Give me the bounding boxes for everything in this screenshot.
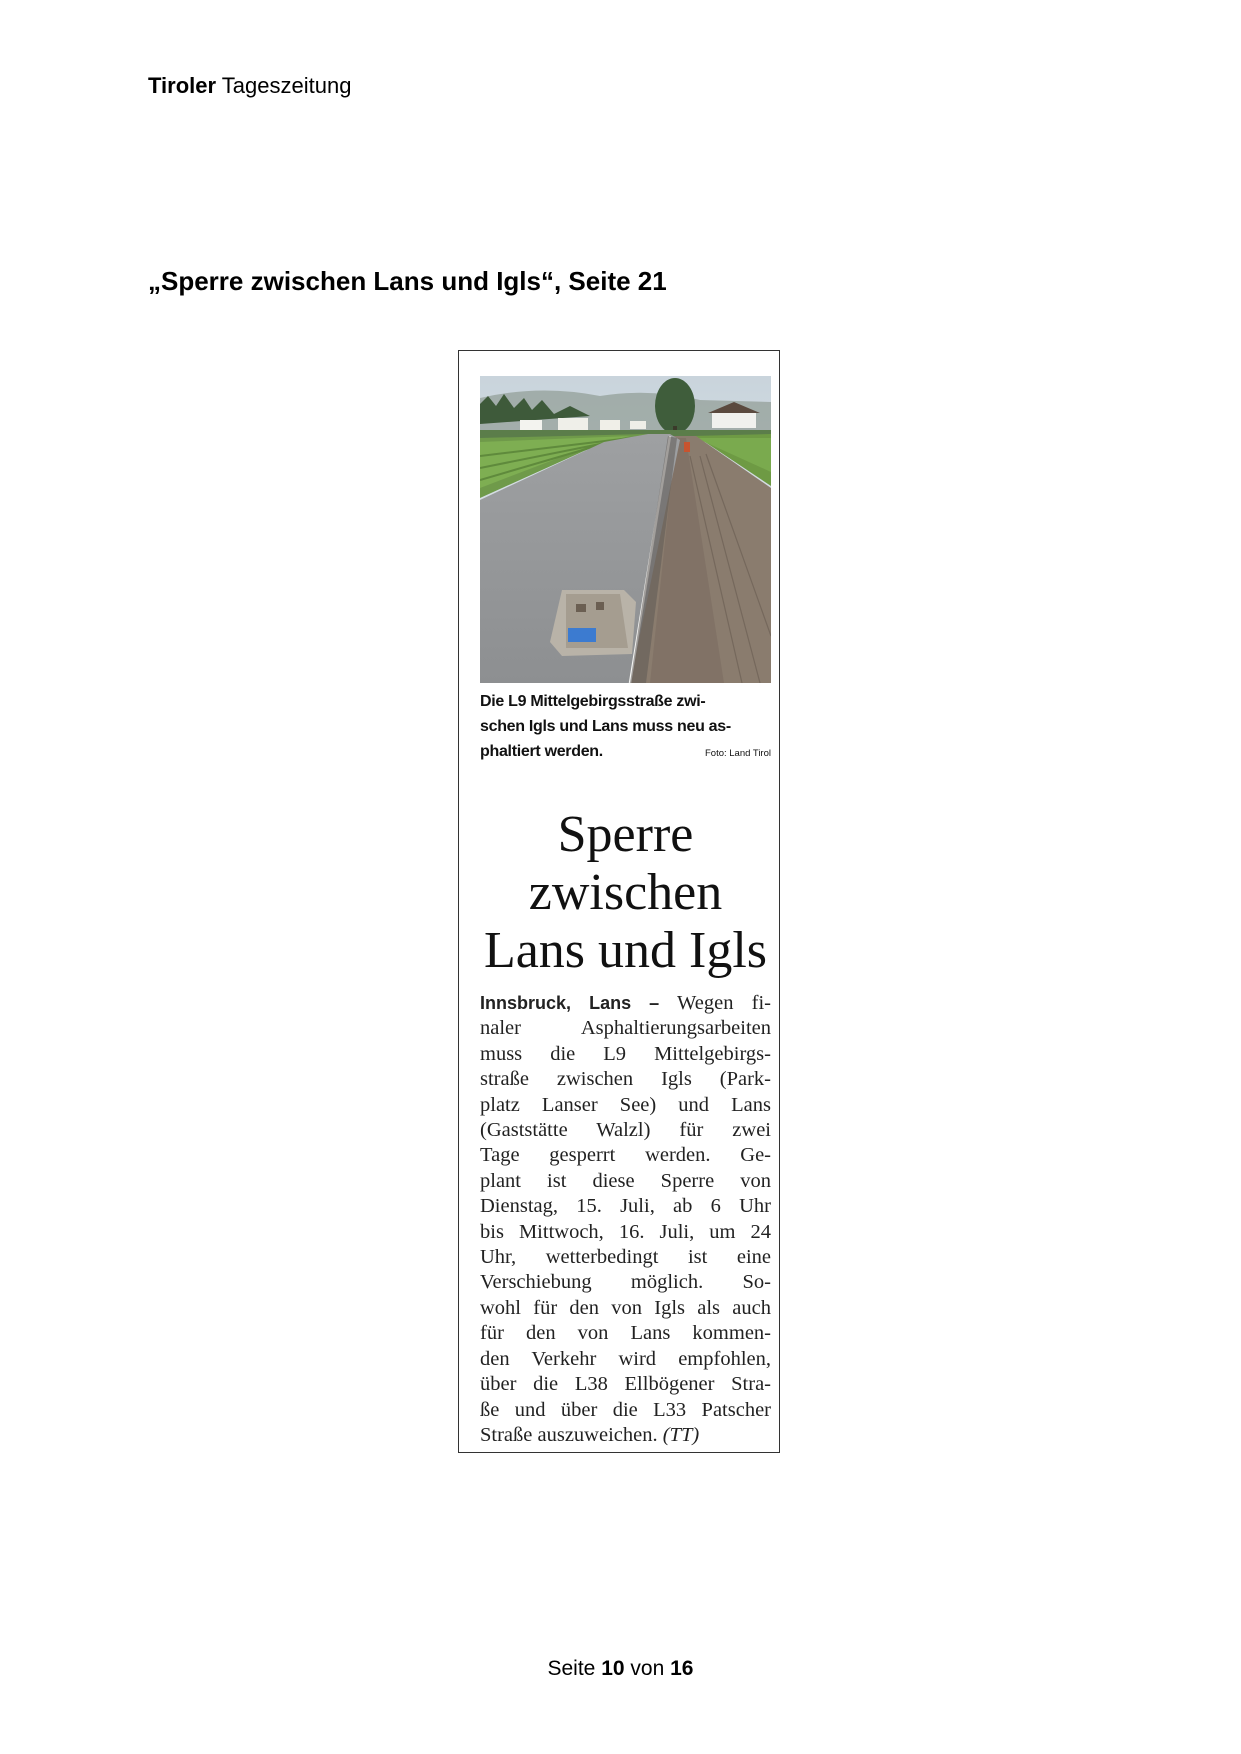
caption-line-1: Die L9 Mittelgebirgsstraße zwi- <box>480 693 706 710</box>
photo-caption <box>480 689 771 766</box>
body-line: Verschiebung möglich. So- <box>480 1271 771 1294</box>
article-headline <box>480 806 771 980</box>
page-label: Seite <box>547 1657 596 1680</box>
body-line: wohl für den von Igls als auch <box>480 1296 771 1319</box>
body-line: Tage gesperrt werden. Ge- <box>480 1144 771 1167</box>
body-line: über die L38 Ellbögener Stra- <box>480 1373 771 1396</box>
body-line: plant ist diese Sperre von <box>480 1169 771 1192</box>
publication-name-bold: Tiroler <box>148 73 217 98</box>
body-line: platz Lanser See) und Lans <box>480 1093 771 1116</box>
clipping-title: „Sperre zwischen Lans und Igls“, Seite 21 <box>148 266 667 296</box>
page-of: von <box>630 1657 665 1680</box>
body-line-first <box>480 991 771 1016</box>
body-line: (Gaststätte Walzl) für zwei <box>480 1119 771 1142</box>
body-line: Uhr, wetterbedingt ist eine <box>480 1246 771 1269</box>
publication-name-rest: Tageszeitung <box>221 73 352 98</box>
current-page: 10 <box>601 1657 625 1680</box>
article-body <box>480 991 771 1448</box>
caption-line-2: schen Igls und Lans muss neu as- <box>480 718 731 735</box>
headline-line-1: Sperre <box>557 806 694 863</box>
road-photo <box>480 376 771 683</box>
dateline: Innsbruck, Lans – <box>480 993 660 1013</box>
body-line: bis Mittwoch, 16. Juli, um 24 <box>480 1220 771 1243</box>
body-line-last <box>480 1423 771 1448</box>
page-number <box>0 1657 1241 1681</box>
body-line: ße und über die L33 Patscher <box>480 1398 771 1421</box>
headline-line-2: zwischen <box>528 864 723 921</box>
body-line: muss die L9 Mittelgebirgs- <box>480 1042 771 1065</box>
body-line: naler Asphaltierungsarbeiten <box>480 1017 771 1040</box>
body-line: straße zwischen Igls (Park- <box>480 1068 771 1091</box>
author-signature: (TT) <box>662 1423 700 1446</box>
body-line: den Verkehr wird empfohlen, <box>480 1347 771 1370</box>
body-line: Dienstag, 15. Juli, ab 6 Uhr <box>480 1195 771 1218</box>
publication-name <box>148 73 351 99</box>
total-pages: 16 <box>670 1657 694 1680</box>
body-last-line-text: Straße auszuweichen. <box>480 1423 658 1446</box>
newspaper-clipping <box>458 350 780 1453</box>
body-line: für den von Lans kommen- <box>480 1322 771 1345</box>
caption-line-3: phaltiert werden. <box>480 743 603 760</box>
body-first-line-text: Wegen fi- <box>677 992 771 1014</box>
headline-line-3: Lans und Igls <box>483 922 768 979</box>
photo-credit: Foto: Land Tirol <box>704 748 771 759</box>
